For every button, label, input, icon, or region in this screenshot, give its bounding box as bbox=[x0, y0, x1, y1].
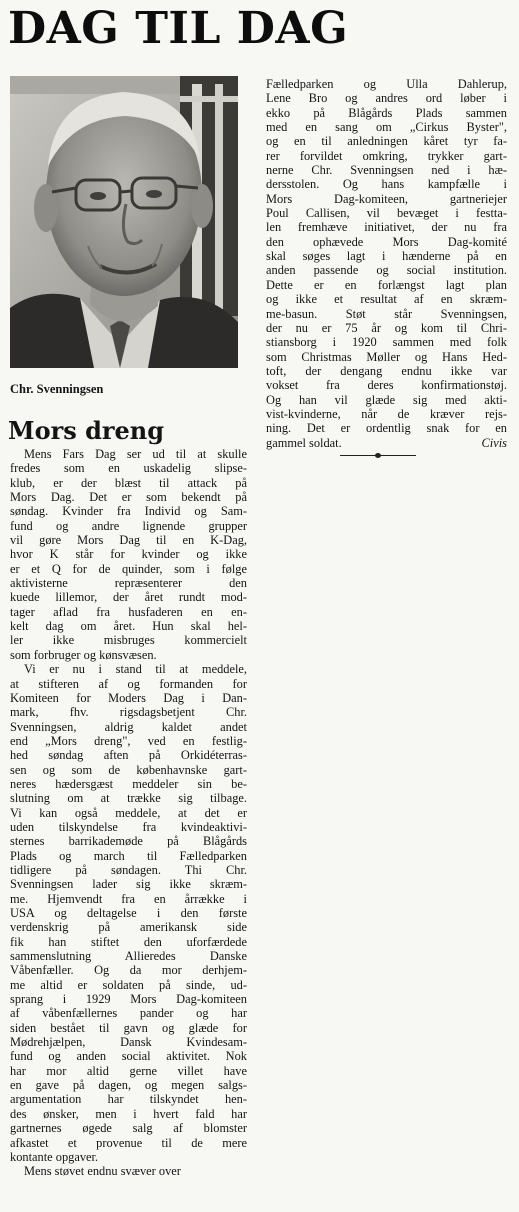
text-line: Mens støvet endnu svæver over bbox=[24, 1164, 181, 1179]
text-line: verdenskrig på amerikansk side bbox=[10, 920, 247, 935]
author-signature: Civis bbox=[481, 435, 507, 450]
text-line: Dette er en forlængst lagt plan bbox=[266, 277, 507, 292]
text-line: slutning om at trække sig tilbage. bbox=[10, 791, 247, 806]
left-column bbox=[10, 447, 247, 1179]
paragraph bbox=[10, 1164, 247, 1178]
article-subheadline: Mors dreng bbox=[8, 416, 165, 445]
text-line: toft, der dengang endnu ikke var bbox=[266, 363, 507, 378]
text-line: Poul Callisen, vil bevæget i festta- bbox=[266, 206, 507, 221]
text-line: me. Hjemvendt fra en årrække i bbox=[10, 891, 247, 906]
text-line: Vi er nu i stand til at meddele, bbox=[24, 662, 247, 677]
text-line: kuede lillemor, der året rundt mod- bbox=[10, 590, 247, 605]
right-column bbox=[266, 77, 507, 450]
text-line: har mor altid gerne villet have bbox=[10, 1063, 247, 1078]
text-line: Og han vil glæde sig med akti- bbox=[266, 392, 507, 407]
text-line: Mors Dag. Det er som bekendt på bbox=[10, 490, 247, 505]
text-line: uden tilskyndelse fra kvindeaktivi- bbox=[10, 819, 247, 834]
text-line: vist-kvinderne, når de kræver rejs- bbox=[266, 406, 507, 421]
text-line: Fælledparken og Ulla Dahlerup, bbox=[266, 77, 507, 91]
text-line: fredes som en uskadelig slipse- bbox=[10, 461, 247, 476]
text-line: og en til anledningen kåret tyr fa- bbox=[266, 134, 507, 149]
text-line: me altid er soldaten på sinde, ud- bbox=[10, 977, 247, 992]
text-line: hvor K står for kvinder og ikke bbox=[10, 547, 247, 562]
text-line: siden bestået til gavn og glæde for bbox=[10, 1020, 247, 1035]
text-line: fund og anden social aktivitet. Nok bbox=[10, 1049, 247, 1064]
text-line: fund og andre lignende grupper bbox=[10, 518, 247, 533]
text-line: Våbenfæller. Og da mor derhjem- bbox=[10, 963, 247, 978]
text-line: nerne Chr. Svenningsen ned i hæ- bbox=[266, 163, 507, 178]
portrait-photo bbox=[10, 76, 238, 368]
text-line: Svenningsen lader sig ikke skræm- bbox=[10, 877, 247, 892]
text-line: gartnernes øgede salg af blomster bbox=[10, 1121, 247, 1136]
text-line: me-basun. Støt står Svenningsen, bbox=[266, 306, 507, 321]
text-line: Plads og march til Fælledparken bbox=[10, 848, 247, 863]
text-line: vokset fra deres konfirmationstøj. bbox=[266, 378, 507, 393]
text-line: hed søndag aften på Orkidéterras- bbox=[10, 748, 247, 763]
text-line: en gave på dagen, og megen salgs- bbox=[10, 1078, 247, 1093]
text-line: at stifteren af og formanden for bbox=[10, 676, 247, 691]
text-line: ekko på Blågårds Plads sammen bbox=[266, 105, 507, 120]
text-line: som forbruger og kønsvæsen. bbox=[10, 647, 157, 662]
text-line: skal søges lagt i hænderne på en bbox=[266, 249, 507, 264]
text-line: er et Q for de quinder, som i følge bbox=[10, 561, 247, 576]
text-line: ler ikke misbruges kommercielt bbox=[10, 633, 247, 648]
text-line: Vi kan også meddele, at det er bbox=[10, 805, 247, 820]
text-line: klub, er der blæst til attack på bbox=[10, 475, 247, 490]
text-line: Mens Fars Dag ser ud til at skulle bbox=[24, 447, 247, 461]
text-line: anden passende og social institution. bbox=[266, 263, 507, 278]
text-line: argumentation har tilskyndet hen- bbox=[10, 1092, 247, 1107]
text-line: sternes barrikademøde på Blågårds bbox=[10, 834, 247, 849]
text-line: aktivisterne repræsenterer den bbox=[10, 576, 247, 591]
text-line: des ønsker, men i hvert fald har bbox=[10, 1106, 247, 1121]
end-rule-ornament bbox=[375, 453, 381, 458]
text-line: sammenslutning Allieredes Danske bbox=[10, 949, 247, 964]
text-line: tager aflad fra husfaderen en en- bbox=[10, 604, 247, 619]
text-line: af våbenfællernes pander og har bbox=[10, 1006, 247, 1021]
text-line: end „Mors dreng", ved en festlig- bbox=[10, 733, 247, 748]
text-line: vil gøre Mors Dag til en K-Dag, bbox=[10, 533, 247, 548]
paragraph bbox=[10, 662, 247, 1164]
text-line: neres hædersgæst meddeler sin be- bbox=[10, 776, 247, 791]
text-line: den ophævede Mors Dag-komité bbox=[266, 234, 507, 249]
text-line: sen og som de københavnske gart- bbox=[10, 762, 247, 777]
text-line: mark, fhv. rigsdagsbetjent Chr. bbox=[10, 705, 247, 720]
headline: DAG TIL DAG bbox=[8, 3, 349, 54]
signoff-line bbox=[266, 436, 507, 450]
text-line: og ikke et resultat af en skræm- bbox=[266, 292, 507, 307]
photo-caption: Chr. Svenningsen bbox=[10, 382, 104, 396]
text-line: Lene Bro og andres ord løber i bbox=[266, 91, 507, 106]
text-line: rer forvildet omkring, trykker gart- bbox=[266, 148, 507, 163]
text-line: Komiteen for Moders Dag i Dan- bbox=[10, 690, 247, 705]
text-line: der nu er 75 år og kom til Chri- bbox=[266, 320, 507, 335]
text-line: med en sang om „Cirkus Byster", bbox=[266, 120, 507, 135]
text-line: fik han stiftet den uforfærdede bbox=[10, 934, 247, 949]
final-line: gammel soldat. bbox=[266, 435, 342, 450]
text-line: stiansborg i 1920 sammen med folk bbox=[266, 335, 507, 350]
paragraph bbox=[10, 447, 247, 662]
text-line: dersstolen. Og hans kampfælle i bbox=[266, 177, 507, 192]
text-line: tidligere på søndagen. Thi Chr. bbox=[10, 862, 247, 877]
text-line: kontante opgaver. bbox=[10, 1149, 99, 1164]
text-line: Svenningsen, aldrig kaldet andet bbox=[10, 719, 247, 734]
text-line: sprang i 1929 Mors Dag-komiteen bbox=[10, 992, 247, 1007]
text-line: som Christmas Møller og Hans Hed- bbox=[266, 349, 507, 364]
text-line: len fremhæve initiativet, der nu fra bbox=[266, 220, 507, 235]
text-line: afkastet et provenue til de mere bbox=[10, 1135, 247, 1150]
text-line: kelt dag om året. Hun skal hel- bbox=[10, 619, 247, 634]
text-line: ning. Det er ordentlig snak for en bbox=[266, 421, 507, 436]
text-line: søndag. Kvinder fra Individ og Sam- bbox=[10, 504, 247, 519]
text-line: USA og deltagelse i den første bbox=[10, 906, 247, 920]
text-line: Mødrehjælpen, Dansk Kvindesam- bbox=[10, 1035, 247, 1050]
text-line: Mors Dag-komiteen, gartneriejer bbox=[266, 191, 507, 206]
